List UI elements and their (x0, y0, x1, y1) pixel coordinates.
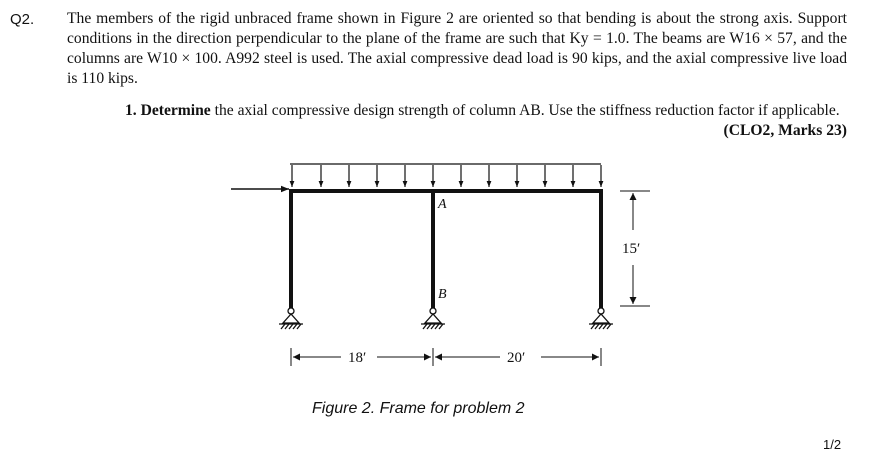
task-label: 1. Determine (125, 102, 211, 119)
question-number: Q2. (10, 11, 35, 28)
dim-height-label: 15′ (622, 241, 641, 257)
support-middle (421, 308, 445, 329)
support-right (589, 308, 613, 329)
label-b: B (438, 287, 447, 302)
horizontal-dimensions (291, 348, 601, 366)
page-number: 1/2 (823, 437, 842, 452)
label-a: A (438, 197, 447, 212)
question-text: The members of the rigid unbraced frame shown in Figure 2 are oriented so that bending is about the strong axis. Support conditions in the direction perpendicular to the plane of the frame are such that Ky = 1.0. The beams are W16 × 57, and the columns are W10 × 100. A992 steel is used. The axial compressive dead load is 90 kips, and the axial compressive live load is 110 kips. (67, 10, 847, 87)
support-left (279, 308, 303, 329)
distributed-load (290, 164, 601, 187)
task-text: the axial compressive design strength of column AB. Use the stiffness reduction factor if applicable. (210, 102, 840, 119)
dim-right-label: 20′ (507, 350, 526, 366)
marks-label: (CLO2, Marks 23) (723, 122, 847, 139)
dim-left-label: 18′ (348, 350, 367, 366)
figure-caption: Figure 2. Frame for problem 2 (312, 400, 525, 417)
